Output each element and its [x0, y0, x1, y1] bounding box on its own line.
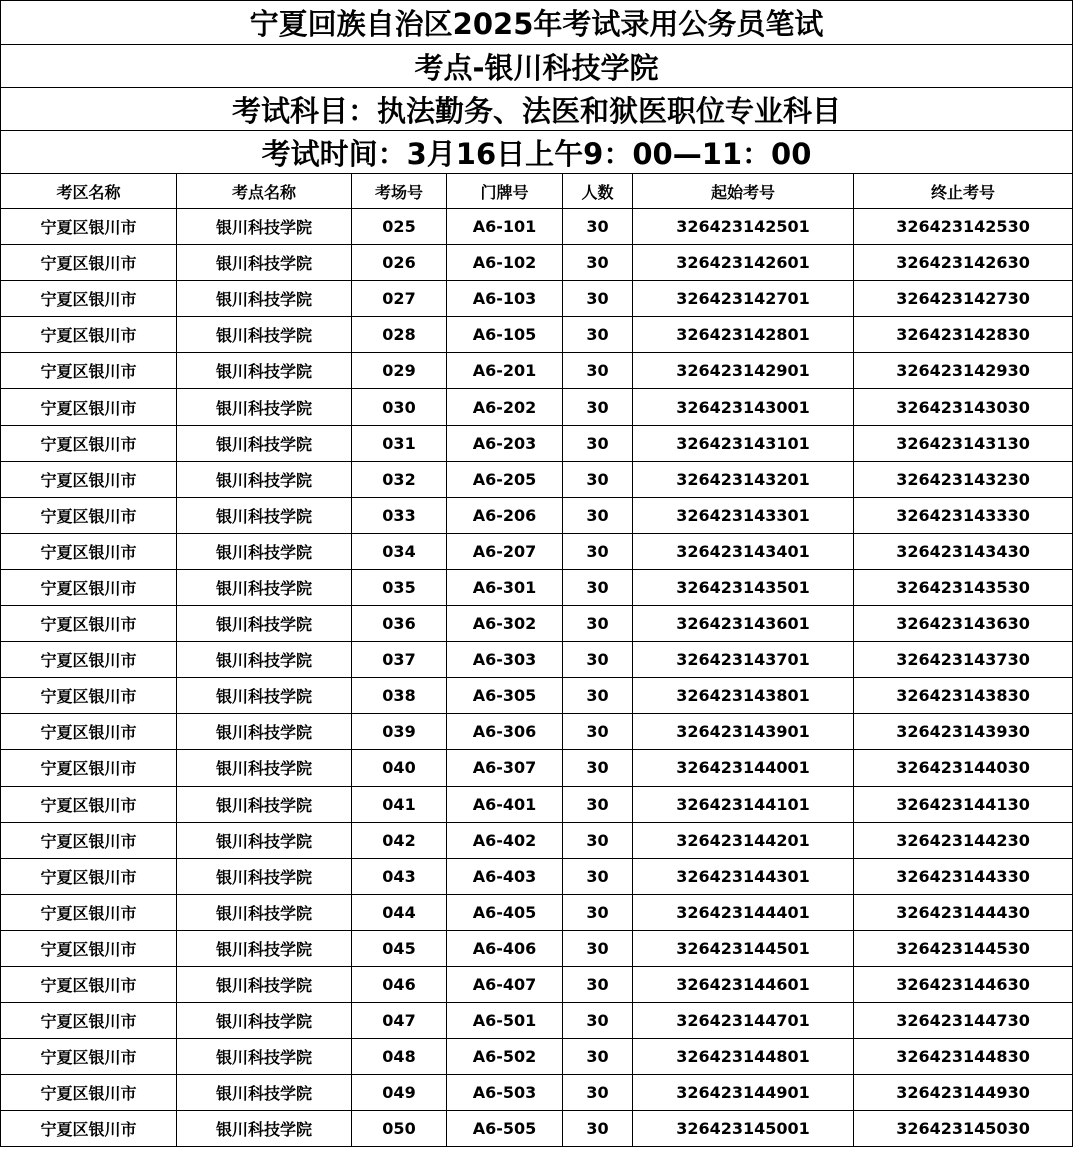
cell-exam-site: 银川科技学院 — [177, 750, 352, 786]
cell-exam-site: 银川科技学院 — [177, 425, 352, 461]
cell-exam-region: 宁夏区银川市 — [1, 353, 177, 389]
cell-door-number: A6-403 — [447, 858, 563, 894]
cell-start-id: 326423144801 — [633, 1039, 854, 1075]
cell-door-number: A6-503 — [447, 1075, 563, 1111]
cell-start-id: 326423143901 — [633, 714, 854, 750]
cell-exam-site: 银川科技学院 — [177, 1003, 352, 1039]
table-row — [1, 281, 1073, 317]
cell-room-number: 032 — [352, 461, 447, 497]
cell-end-id: 326423143930 — [854, 714, 1073, 750]
cell-exam-site: 银川科技学院 — [177, 317, 352, 353]
cell-door-number: A6-302 — [447, 606, 563, 642]
cell-end-id: 326423142530 — [854, 209, 1073, 245]
cell-exam-region: 宁夏区银川市 — [1, 569, 177, 605]
cell-exam-region: 宁夏区银川市 — [1, 245, 177, 281]
cell-exam-region: 宁夏区银川市 — [1, 497, 177, 533]
cell-exam-site: 银川科技学院 — [177, 930, 352, 966]
cell-exam-region: 宁夏区银川市 — [1, 894, 177, 930]
cell-start-id: 326423144101 — [633, 786, 854, 822]
cell-end-id: 326423144330 — [854, 858, 1073, 894]
cell-exam-region: 宁夏区银川市 — [1, 389, 177, 425]
table-row — [1, 750, 1073, 786]
cell-end-id: 326423143330 — [854, 497, 1073, 533]
cell-exam-site: 银川科技学院 — [177, 606, 352, 642]
cell-door-number: A6-303 — [447, 642, 563, 678]
cell-room-number: 025 — [352, 209, 447, 245]
cell-door-number: A6-306 — [447, 714, 563, 750]
cell-door-number: A6-102 — [447, 245, 563, 281]
cell-exam-region: 宁夏区银川市 — [1, 425, 177, 461]
cell-exam-region: 宁夏区银川市 — [1, 281, 177, 317]
cell-start-id: 326423144601 — [633, 966, 854, 1002]
cell-exam-site: 银川科技学院 — [177, 461, 352, 497]
cell-room-number: 050 — [352, 1111, 447, 1147]
cell-count: 30 — [563, 497, 633, 533]
cell-room-number: 031 — [352, 425, 447, 461]
cell-room-number: 039 — [352, 714, 447, 750]
cell-count: 30 — [563, 750, 633, 786]
cell-exam-region: 宁夏区银川市 — [1, 1039, 177, 1075]
cell-end-id: 326423144430 — [854, 894, 1073, 930]
exam-site-title: 考点-银川科技学院 — [1, 45, 1073, 88]
cell-start-id: 326423143001 — [633, 389, 854, 425]
cell-start-id: 326423143801 — [633, 678, 854, 714]
header-count: 人数 — [563, 174, 633, 209]
cell-exam-region: 宁夏区银川市 — [1, 317, 177, 353]
cell-door-number: A6-207 — [447, 533, 563, 569]
cell-exam-region: 宁夏区银川市 — [1, 642, 177, 678]
table-row — [1, 930, 1073, 966]
cell-end-id: 326423145030 — [854, 1111, 1073, 1147]
cell-exam-site: 银川科技学院 — [177, 714, 352, 750]
table-row — [1, 497, 1073, 533]
cell-count: 30 — [563, 966, 633, 1002]
cell-start-id: 326423145001 — [633, 1111, 854, 1147]
cell-room-number: 034 — [352, 533, 447, 569]
cell-exam-site: 银川科技学院 — [177, 678, 352, 714]
cell-exam-region: 宁夏区银川市 — [1, 858, 177, 894]
cell-exam-region: 宁夏区银川市 — [1, 786, 177, 822]
cell-start-id: 326423143301 — [633, 497, 854, 533]
table-row — [1, 642, 1073, 678]
cell-exam-site: 银川科技学院 — [177, 353, 352, 389]
cell-exam-site: 银川科技学院 — [177, 497, 352, 533]
cell-door-number: A6-405 — [447, 894, 563, 930]
cell-room-number: 033 — [352, 497, 447, 533]
cell-exam-site: 银川科技学院 — [177, 245, 352, 281]
cell-count: 30 — [563, 281, 633, 317]
cell-end-id: 326423144830 — [854, 1039, 1073, 1075]
cell-count: 30 — [563, 642, 633, 678]
cell-door-number: A6-407 — [447, 966, 563, 1002]
cell-count: 30 — [563, 425, 633, 461]
cell-door-number: A6-502 — [447, 1039, 563, 1075]
header-room-number: 考场号 — [352, 174, 447, 209]
cell-exam-region: 宁夏区银川市 — [1, 461, 177, 497]
cell-door-number: A6-203 — [447, 425, 563, 461]
cell-end-id: 326423144530 — [854, 930, 1073, 966]
cell-door-number: A6-202 — [447, 389, 563, 425]
cell-exam-site: 银川科技学院 — [177, 786, 352, 822]
table-row — [1, 714, 1073, 750]
cell-exam-site: 银川科技学院 — [177, 281, 352, 317]
table-row — [1, 1111, 1073, 1147]
page-bottom-margin — [0, 1152, 1080, 1160]
cell-count: 30 — [563, 678, 633, 714]
cell-start-id: 326423144401 — [633, 894, 854, 930]
cell-exam-site: 银川科技学院 — [177, 569, 352, 605]
cell-start-id: 326423143201 — [633, 461, 854, 497]
cell-end-id: 326423144930 — [854, 1075, 1073, 1111]
cell-start-id: 326423144201 — [633, 822, 854, 858]
cell-room-number: 046 — [352, 966, 447, 1002]
title-row-3 — [1, 88, 1073, 131]
cell-count: 30 — [563, 353, 633, 389]
cell-room-number: 047 — [352, 1003, 447, 1039]
cell-door-number: A6-305 — [447, 678, 563, 714]
cell-start-id: 326423143501 — [633, 569, 854, 605]
cell-door-number: A6-206 — [447, 497, 563, 533]
cell-exam-site: 银川科技学院 — [177, 389, 352, 425]
cell-exam-region: 宁夏区银川市 — [1, 1003, 177, 1039]
table-row — [1, 1039, 1073, 1075]
cell-door-number: A6-205 — [447, 461, 563, 497]
cell-end-id: 326423142830 — [854, 317, 1073, 353]
cell-room-number: 048 — [352, 1039, 447, 1075]
cell-exam-region: 宁夏区银川市 — [1, 714, 177, 750]
cell-start-id: 326423143401 — [633, 533, 854, 569]
table-row — [1, 678, 1073, 714]
cell-exam-region: 宁夏区银川市 — [1, 1111, 177, 1147]
cell-count: 30 — [563, 245, 633, 281]
cell-exam-site: 银川科技学院 — [177, 1039, 352, 1075]
cell-door-number: A6-505 — [447, 1111, 563, 1147]
cell-exam-site: 银川科技学院 — [177, 858, 352, 894]
cell-count: 30 — [563, 1075, 633, 1111]
cell-exam-region: 宁夏区银川市 — [1, 209, 177, 245]
header-end-id: 终止考号 — [854, 174, 1073, 209]
header-door-number: 门牌号 — [447, 174, 563, 209]
cell-end-id: 326423144730 — [854, 1003, 1073, 1039]
table-row — [1, 822, 1073, 858]
cell-count: 30 — [563, 858, 633, 894]
cell-count: 30 — [563, 317, 633, 353]
table-row — [1, 353, 1073, 389]
exam-time-title: 考试时间：3月16日上午9：00—11：00 — [1, 131, 1073, 174]
cell-door-number: A6-103 — [447, 281, 563, 317]
cell-exam-region: 宁夏区银川市 — [1, 1075, 177, 1111]
cell-end-id: 326423144030 — [854, 750, 1073, 786]
title-row-2 — [1, 45, 1073, 88]
cell-door-number: A6-401 — [447, 786, 563, 822]
table-row — [1, 858, 1073, 894]
cell-start-id: 326423143101 — [633, 425, 854, 461]
cell-room-number: 038 — [352, 678, 447, 714]
cell-door-number: A6-101 — [447, 209, 563, 245]
table-row — [1, 389, 1073, 425]
cell-end-id: 326423143630 — [854, 606, 1073, 642]
cell-count: 30 — [563, 930, 633, 966]
cell-room-number: 036 — [352, 606, 447, 642]
cell-start-id: 326423142601 — [633, 245, 854, 281]
sheet-title: 宁夏回族自治区2025年考试录用公务员笔试 — [1, 1, 1073, 45]
cell-room-number: 027 — [352, 281, 447, 317]
cell-end-id: 326423143730 — [854, 642, 1073, 678]
cell-end-id: 326423143230 — [854, 461, 1073, 497]
table-row — [1, 245, 1073, 281]
cell-room-number: 049 — [352, 1075, 447, 1111]
cell-start-id: 326423142801 — [633, 317, 854, 353]
cell-exam-site: 银川科技学院 — [177, 822, 352, 858]
cell-count: 30 — [563, 1003, 633, 1039]
cell-exam-site: 银川科技学院 — [177, 209, 352, 245]
cell-room-number: 042 — [352, 822, 447, 858]
cell-end-id: 326423143530 — [854, 569, 1073, 605]
cell-exam-region: 宁夏区银川市 — [1, 966, 177, 1002]
cell-exam-region: 宁夏区银川市 — [1, 606, 177, 642]
cell-start-id: 326423143701 — [633, 642, 854, 678]
cell-start-id: 326423144001 — [633, 750, 854, 786]
cell-count: 30 — [563, 209, 633, 245]
cell-start-id: 326423144301 — [633, 858, 854, 894]
cell-count: 30 — [563, 606, 633, 642]
cell-end-id: 326423143030 — [854, 389, 1073, 425]
cell-room-number: 044 — [352, 894, 447, 930]
cell-start-id: 326423144701 — [633, 1003, 854, 1039]
cell-exam-site: 银川科技学院 — [177, 642, 352, 678]
table-row — [1, 1003, 1073, 1039]
cell-end-id: 326423144230 — [854, 822, 1073, 858]
cell-exam-site: 银川科技学院 — [177, 1111, 352, 1147]
cell-start-id: 326423143601 — [633, 606, 854, 642]
cell-door-number: A6-501 — [447, 1003, 563, 1039]
cell-room-number: 026 — [352, 245, 447, 281]
table-row — [1, 606, 1073, 642]
cell-room-number: 029 — [352, 353, 447, 389]
cell-room-number: 041 — [352, 786, 447, 822]
cell-exam-region: 宁夏区银川市 — [1, 678, 177, 714]
cell-start-id: 326423144501 — [633, 930, 854, 966]
cell-exam-region: 宁夏区银川市 — [1, 750, 177, 786]
cell-count: 30 — [563, 533, 633, 569]
cell-room-number: 035 — [352, 569, 447, 605]
cell-exam-site: 银川科技学院 — [177, 1075, 352, 1111]
cell-room-number: 028 — [352, 317, 447, 353]
cell-start-id: 326423144901 — [633, 1075, 854, 1111]
table-row — [1, 894, 1073, 930]
title-row-1 — [1, 1, 1073, 45]
cell-count: 30 — [563, 461, 633, 497]
cell-start-id: 326423142501 — [633, 209, 854, 245]
table-row — [1, 786, 1073, 822]
cell-count: 30 — [563, 894, 633, 930]
cell-end-id: 326423142930 — [854, 353, 1073, 389]
header-exam-site: 考点名称 — [177, 174, 352, 209]
cell-start-id: 326423142701 — [633, 281, 854, 317]
cell-room-number: 030 — [352, 389, 447, 425]
cell-end-id: 326423143430 — [854, 533, 1073, 569]
cell-exam-region: 宁夏区银川市 — [1, 533, 177, 569]
header-exam-region: 考区名称 — [1, 174, 177, 209]
table-row — [1, 425, 1073, 461]
table-row — [1, 317, 1073, 353]
cell-door-number: A6-105 — [447, 317, 563, 353]
cell-count: 30 — [563, 389, 633, 425]
cell-count: 30 — [563, 1111, 633, 1147]
cell-count: 30 — [563, 786, 633, 822]
cell-room-number: 045 — [352, 930, 447, 966]
cell-count: 30 — [563, 714, 633, 750]
cell-end-id: 326423143830 — [854, 678, 1073, 714]
cell-room-number: 043 — [352, 858, 447, 894]
cell-end-id: 326423142730 — [854, 281, 1073, 317]
table-row — [1, 1075, 1073, 1111]
cell-count: 30 — [563, 569, 633, 605]
cell-exam-site: 银川科技学院 — [177, 533, 352, 569]
cell-door-number: A6-402 — [447, 822, 563, 858]
table-row — [1, 461, 1073, 497]
cell-end-id: 326423143130 — [854, 425, 1073, 461]
cell-door-number: A6-307 — [447, 750, 563, 786]
header-start-id: 起始考号 — [633, 174, 854, 209]
cell-end-id: 326423144630 — [854, 966, 1073, 1002]
cell-room-number: 037 — [352, 642, 447, 678]
table-row — [1, 569, 1073, 605]
cell-count: 30 — [563, 822, 633, 858]
title-row-4 — [1, 131, 1073, 174]
cell-exam-site: 银川科技学院 — [177, 894, 352, 930]
cell-door-number: A6-301 — [447, 569, 563, 605]
cell-exam-site: 银川科技学院 — [177, 966, 352, 1002]
exam-subject-title: 考试科目：执法勤务、法医和狱医职位专业科目 — [1, 88, 1073, 131]
column-header-row — [1, 174, 1073, 209]
cell-door-number: A6-406 — [447, 930, 563, 966]
table-row — [1, 533, 1073, 569]
cell-end-id: 326423142630 — [854, 245, 1073, 281]
cell-start-id: 326423142901 — [633, 353, 854, 389]
cell-room-number: 040 — [352, 750, 447, 786]
cell-exam-region: 宁夏区银川市 — [1, 822, 177, 858]
cell-door-number: A6-201 — [447, 353, 563, 389]
table-row — [1, 966, 1073, 1002]
cell-end-id: 326423144130 — [854, 786, 1073, 822]
table-row — [1, 209, 1073, 245]
cell-count: 30 — [563, 1039, 633, 1075]
cell-exam-region: 宁夏区银川市 — [1, 930, 177, 966]
